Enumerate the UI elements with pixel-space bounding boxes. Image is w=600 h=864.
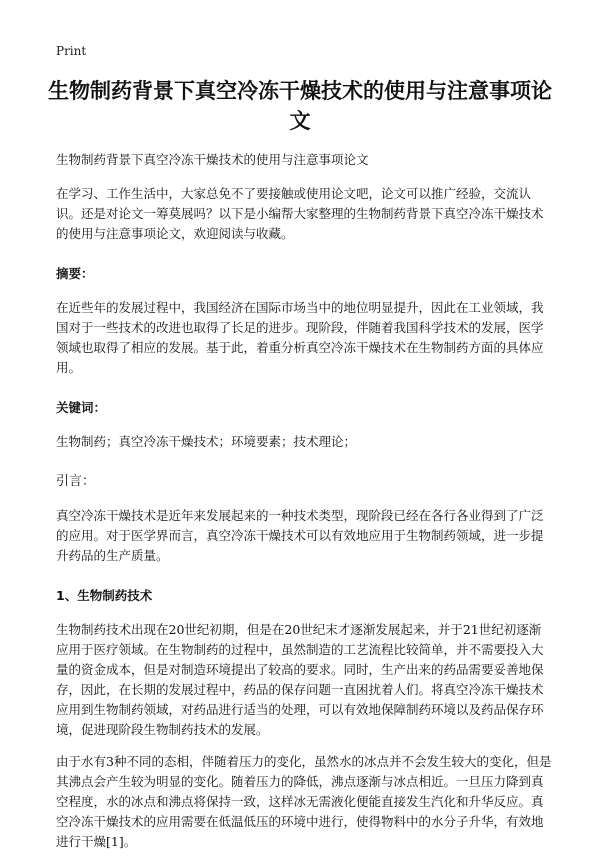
section-heading: 1、生物制药技术 <box>56 588 153 603</box>
abstract-paragraph: 在近些年的发展过程中，我国经济在国际市场当中的地位明显提升，因此在工业领域，我国对于一些技术的改进也取得了长足的进步。现阶段，伴随着我国科学技术的发展，医学领域也取得了相应的发展。基于此，着重分析真空冷冻干燥技术在生物制药方面的具体应用。 <box>56 300 544 375</box>
keywords-paragraph: 生物制药；真空冷冻干燥技术；环境要素；技术理论； <box>56 434 357 449</box>
keywords-label: 关键词： <box>56 400 107 415</box>
abstract-label: 摘要： <box>56 266 94 281</box>
document-body <box>56 150 552 864</box>
section-paragraph: 由于水有3种不同的态相，伴随着压力的变化，虽然水的冰点并不会发生较大的变化，但是其沸点会产生较为明显的变化。随着压力的降低，沸点逐渐与冰点相近。一旦压力降到真空程度，水的冰点和沸点将保持一致，这样冰无需液化便能直接发生汽化和升华反应。真空冷冻干燥技术的应用需要在低温低压的环境中进行，使得物料中的水分子升华，有效地进行干燥[1]。 <box>56 754 552 849</box>
intro-paragraph: 在学习、工作生活中，大家总免不了要接触或使用论文吧，论文可以推广经验，交流认识。还是对论文一筹莫展吗？以下是小编帮大家整理的生物制药背景下真空冷冻干燥技术的使用与注意事项论文，欢迎阅读与收藏。 <box>56 186 544 241</box>
preface-label: 引言： <box>56 474 96 489</box>
preface-paragraph: 真空冷冻干燥技术是近年来发展起来的一种技术类型，现阶段已经在各行各业得到了广泛的应用。对于医学界而言，真空冷冻干燥技术可以有效地应用于生物制药领域，进一步提升药品的生产质量。 <box>56 508 544 563</box>
print-link[interactable]: Print <box>56 44 87 58</box>
document-title: 生物制药背景下真空冷冻干燥技术的使用与注意事项论文 <box>48 79 552 133</box>
section-paragraph: 生物制药技术出现在20世纪初期，但是在20世纪末才逐渐发展起来，并于21世纪初逐渐应用于医疗领域。在生物制药的过程中，虽然制造的工艺流程比较简单，并不需要投入大量的资金成本，但是对制造环境提出了较高的要求。同时，生产出来的药品需要妥善地保存，因此，在长期的发展过程中，药品的保存问题一直困扰着人们。将真空冷冻干燥技术应用到生物制药领域，对药品进行适当的处理，可以有效地保障制药环境以及药品保存环境，促进现阶段生物制药技术的发展。 <box>56 622 544 737</box>
document-subtitle: 生物制药背景下真空冷冻干燥技术的使用与注意事项论文 <box>56 152 369 167</box>
